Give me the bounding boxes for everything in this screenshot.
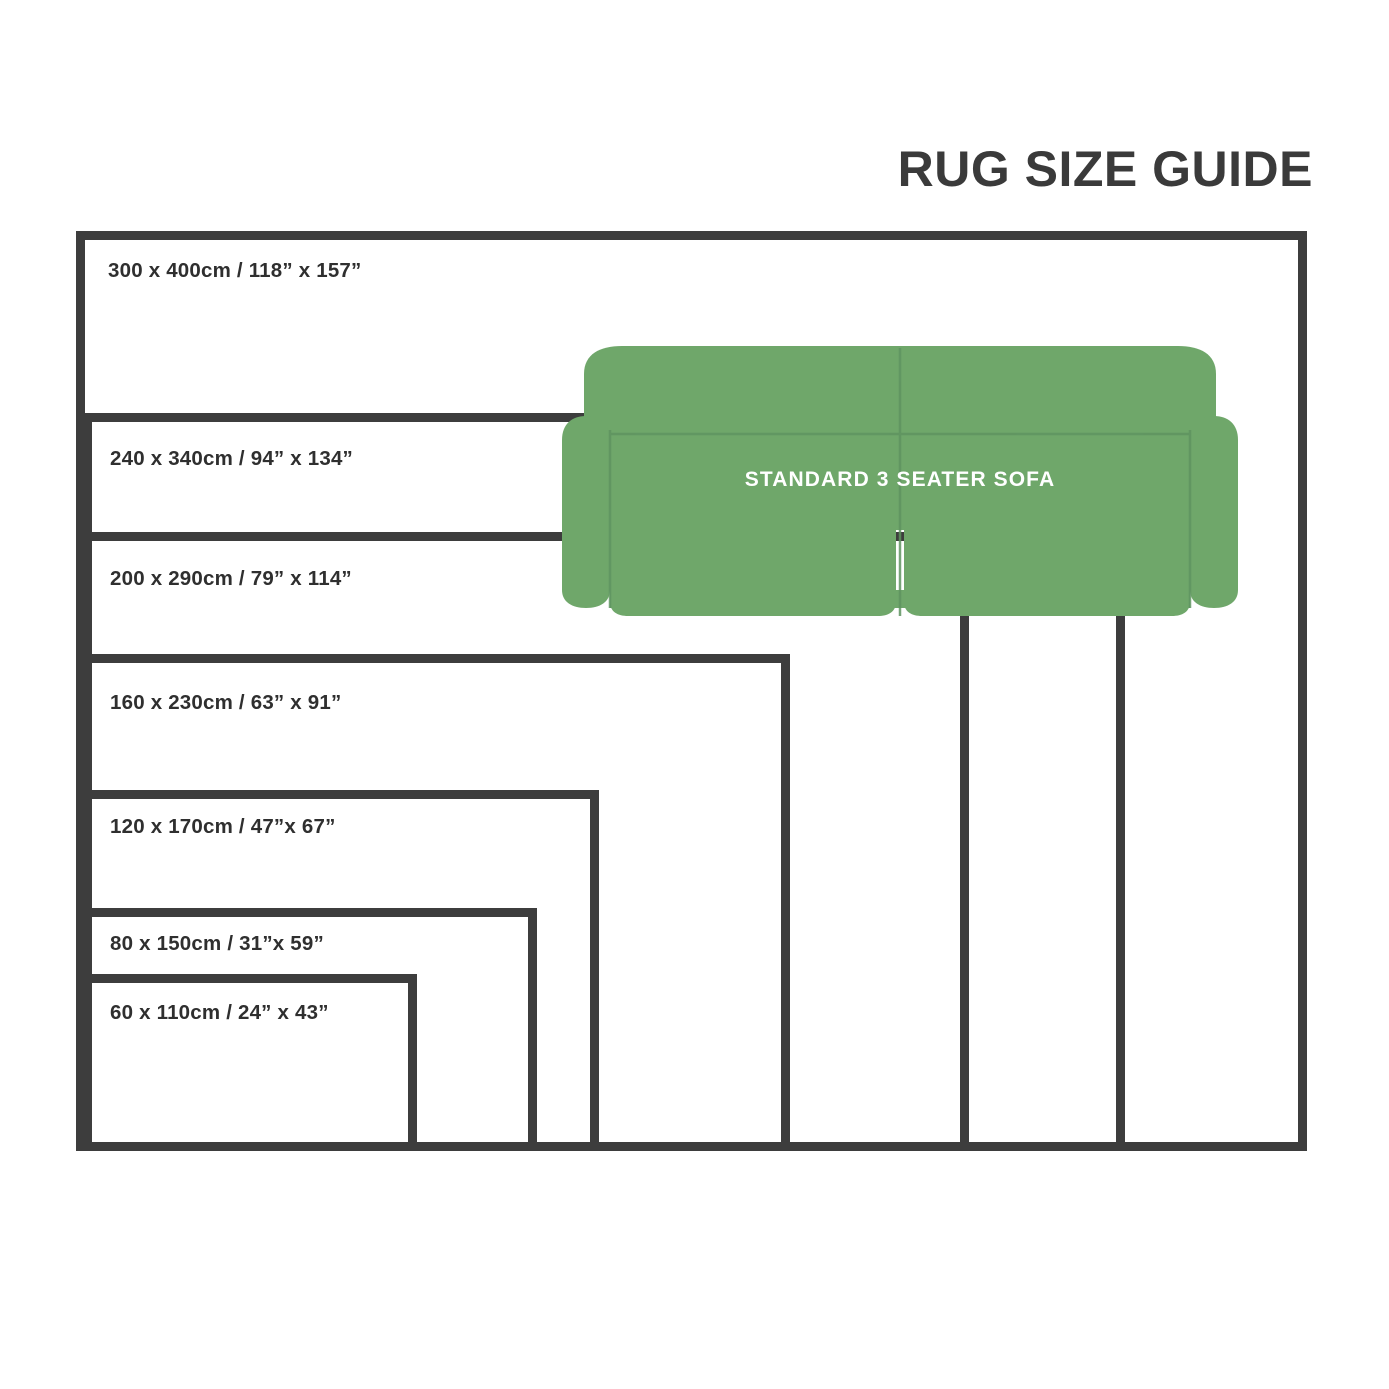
sofa-illustration	[560, 340, 1240, 630]
sofa-label: STANDARD 3 SEATER SOFA	[744, 468, 1056, 491]
rug-label-80x150: 80 x 150cm / 31”x 59”	[110, 932, 324, 955]
rug-label-160x230: 160 x 230cm / 63” x 91”	[110, 691, 342, 714]
page-title: RUG SIZE GUIDE	[897, 141, 1313, 197]
rug-label-240x340: 240 x 340cm / 94” x 134”	[110, 447, 354, 470]
rug-label-200x290: 200 x 290cm / 79” x 114”	[110, 567, 352, 590]
rug-label-120x170: 120 x 170cm / 47”x 67”	[110, 815, 336, 838]
rug-label-300x400: 300 x 400cm / 118” x 157”	[108, 259, 362, 282]
rug-label-60x110: 60 x 110cm / 24” x 43”	[110, 1001, 329, 1024]
